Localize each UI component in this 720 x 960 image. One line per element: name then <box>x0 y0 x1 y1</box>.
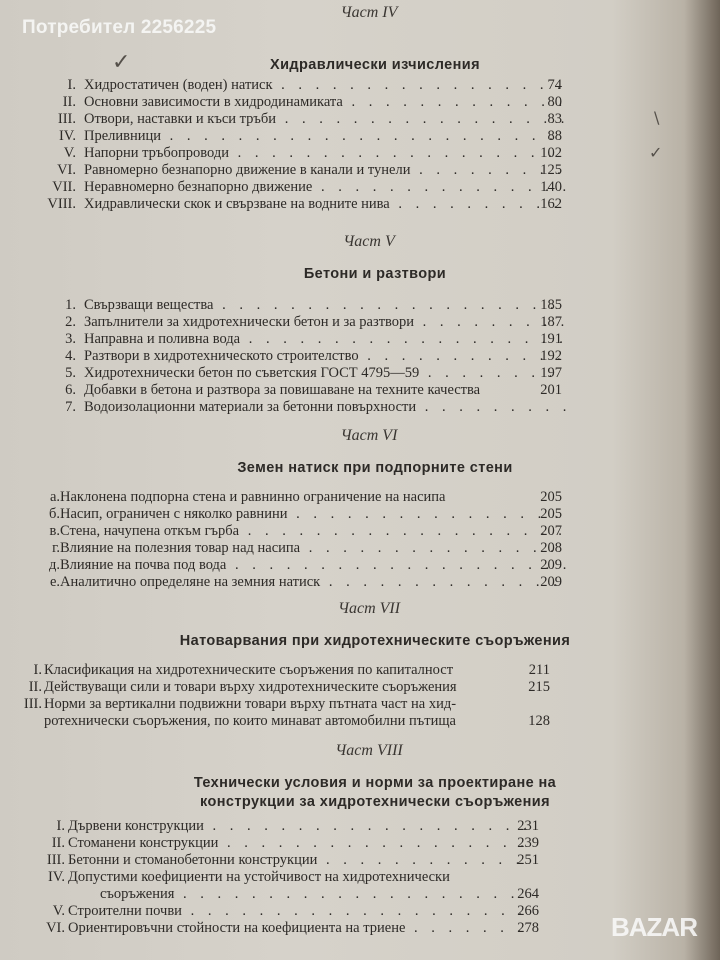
entry-page: 264 <box>517 886 539 902</box>
entry-number: е. <box>49 574 60 590</box>
entry-page: 83 <box>547 111 562 127</box>
toc-entry[interactable] <box>0 852 720 869</box>
part-iv-toc <box>0 77 720 213</box>
entry-title: Строителни почви . . . <box>68 903 528 920</box>
entry-title: Действуващи сили и товари върху хидротехническите съоръжения <box>44 679 457 695</box>
entry-number: б. <box>48 506 60 522</box>
toc-entry[interactable] <box>0 506 720 523</box>
toc-entry[interactable] <box>0 314 720 331</box>
entry-page: 239 <box>517 835 539 851</box>
entry-title: ротехнически съоръжения, по които минават автомобилни пътища <box>44 713 456 729</box>
entry-title: Бетонни и стоманобетонни конструкции . . . <box>68 852 528 869</box>
entry-number: I. <box>67 77 76 93</box>
toc-entry[interactable] <box>0 94 720 111</box>
entry-title: Запълнители за хидротехнически бетон и за разтвори . . . <box>84 314 566 331</box>
entry-page: 209 <box>540 557 562 573</box>
entry-number: VI. <box>57 162 76 178</box>
entry-title: Класификация на хидротехническите съоръжения по капиталност <box>44 662 454 678</box>
entry-number: в. <box>49 523 60 539</box>
toc-entry[interactable] <box>0 540 720 557</box>
toc-entry[interactable] <box>0 348 720 365</box>
part-viii-title-line2: конструкции за хидротехнически съоръжения <box>200 794 550 810</box>
part-iv-title: Хидравлически изчисления <box>270 57 480 73</box>
entry-title: Равномерно безнапорно движение в канали и тунели . . . <box>84 162 566 179</box>
toc-entry[interactable] <box>0 365 720 382</box>
entry-page: 187 <box>540 314 562 330</box>
toc-entry[interactable] <box>0 145 720 162</box>
toc-entry[interactable] <box>0 662 720 679</box>
part-viii-label: Част VIII <box>335 742 403 759</box>
toc-entry[interactable] <box>0 557 720 574</box>
entry-title: Основни зависимости в хидродинамиката . . . <box>84 94 566 111</box>
entry-title: Стена, начупена откъм гърба . . . <box>60 523 566 540</box>
pencil-tick-icon: \ <box>654 108 660 127</box>
entry-title: Отвори, наставки и къси тръби . . . <box>84 111 566 128</box>
toc-entry[interactable] <box>0 574 720 591</box>
part-vii-label: Част VII <box>337 600 401 617</box>
toc-entry[interactable] <box>0 835 720 852</box>
entry-number: а. <box>49 489 60 505</box>
entry-number: V. <box>63 145 76 161</box>
entry-page: 125 <box>540 162 562 178</box>
entry-title: Насип, ограничен с няколко равнини . . . <box>60 506 566 523</box>
entry-page: 205 <box>540 489 562 505</box>
entry-title: Разтвори в хидротехническото строителство . . . <box>84 348 566 365</box>
entry-number: 5. <box>65 365 76 381</box>
entry-title: Свързващи вещества . . . <box>84 297 566 314</box>
toc-entry[interactable] <box>0 523 720 540</box>
toc-entry[interactable] <box>0 179 720 196</box>
entry-page: 191 <box>540 331 562 347</box>
entry-page: 207 <box>540 523 562 539</box>
entry-number: I. <box>56 818 65 834</box>
entry-number: II. <box>51 835 65 851</box>
entry-page: 197 <box>540 365 562 381</box>
part-vii-title: Натоварвания при хидротехническите съоръжения <box>179 633 571 649</box>
part-viii-title-line1: Технически условия и норми за проектиране на <box>193 775 557 791</box>
part-iv-label: Част IV <box>340 4 398 21</box>
toc-entry[interactable] <box>0 818 720 835</box>
toc-entry[interactable] <box>0 382 720 399</box>
entry-title: Допустими коефициенти на устойчивост на хидротехнически <box>68 869 450 885</box>
entry-number: III. <box>46 852 65 868</box>
toc-entry-continued[interactable] <box>0 886 720 903</box>
entry-number: VII. <box>52 179 76 195</box>
toc-entry[interactable] <box>0 869 720 886</box>
entry-number: 4. <box>65 348 76 364</box>
entry-number: II. <box>28 679 42 695</box>
toc-entry[interactable] <box>0 162 720 179</box>
entry-title: Напорни тръбопроводи . . . <box>84 145 566 162</box>
toc-entry[interactable] <box>0 77 720 94</box>
user-watermark: Потребител 2256225 <box>22 17 217 38</box>
entry-title: Преливници . . . <box>84 128 566 145</box>
entry-number: 2. <box>65 314 76 330</box>
entry-number: 3. <box>65 331 76 347</box>
entry-page: 88 <box>547 128 562 144</box>
part-vi-title: Земен натиск при подпорните стени <box>237 460 513 476</box>
entry-title: Добавки в бетона и разтвора за повишаване на техните качества <box>84 382 481 398</box>
entry-title: Влияние на полезния товар над насипа . . . <box>60 540 566 557</box>
toc-entry[interactable] <box>0 696 720 713</box>
part-v-label: Част V <box>343 233 395 250</box>
entry-number: VIII. <box>47 196 76 212</box>
entry-page: 251 <box>517 852 539 868</box>
entry-title: Аналитично определяне на земния натиск . . . <box>60 574 566 591</box>
entry-title: съоръжения . . . <box>68 886 528 903</box>
part-vii-toc <box>0 662 720 730</box>
entry-title: Хидротехнически бетон по съветския ГОСТ 4795—59 . . . <box>84 365 566 382</box>
entry-title: Направна и поливна вода . . . <box>84 331 566 348</box>
bazar-logo: BAZAR <box>611 912 697 942</box>
toc-entry[interactable] <box>0 399 720 416</box>
part-vi-label: Част VI <box>340 427 398 444</box>
entry-number: I. <box>33 662 42 678</box>
part-vi-toc <box>0 489 720 591</box>
toc-entry[interactable] <box>0 331 720 348</box>
entry-page: 231 <box>517 818 539 834</box>
toc-entry[interactable] <box>0 196 720 213</box>
toc-entry[interactable] <box>0 111 720 128</box>
entry-title: Дървени конструкции . . . <box>68 818 528 835</box>
entry-page: 185 <box>540 297 562 313</box>
entry-page: 140 <box>540 179 562 195</box>
entry-number: 6. <box>65 382 76 398</box>
entry-number: д. <box>48 557 60 573</box>
entry-number: VI. <box>46 920 65 936</box>
entry-page: 278 <box>517 920 539 936</box>
entry-page: 80 <box>547 94 562 110</box>
entry-page: 192 <box>540 348 562 364</box>
entry-page: 128 <box>528 713 550 729</box>
entry-number: II. <box>62 94 76 110</box>
entry-title: Влияние на почва под вода . . . <box>60 557 566 574</box>
entry-page: 215 <box>528 679 550 695</box>
entry-number: IV. <box>58 128 76 144</box>
entry-page: 201 <box>540 382 562 398</box>
entry-page: 266 <box>517 903 539 919</box>
entry-number: 7. <box>65 399 76 415</box>
entry-number: III. <box>23 696 42 712</box>
entry-page: 208 <box>540 540 562 556</box>
toc-entry-continued[interactable] <box>0 713 720 730</box>
entry-title: Водоизолационни материали за бетонни повърхности . . . <box>84 399 566 416</box>
entry-title: Норми за вертикални подвижни товари върху пътната част на хид- <box>44 696 457 712</box>
entry-number: 1. <box>65 297 76 313</box>
pencil-check-icon: ✓ <box>649 143 663 162</box>
entry-page: 211 <box>528 662 550 678</box>
entry-number: г. <box>52 540 60 556</box>
entry-page: 102 <box>540 145 562 161</box>
toc-entry[interactable] <box>0 679 720 696</box>
entry-title: Хидростатичен (воден) натиск . . . <box>84 77 566 94</box>
entry-number: IV. <box>47 869 65 885</box>
entry-title: Неравномерно безнапорно движение . . . <box>84 179 566 196</box>
entry-title: Наклонена подпорна стена и равнинно ограничение на насипа <box>60 489 446 505</box>
toc-entry[interactable] <box>0 297 720 314</box>
part-v-toc <box>0 297 720 416</box>
entry-number: III. <box>57 111 76 127</box>
entry-page: 205 <box>540 506 562 522</box>
pencil-check-icon: ✓ <box>112 50 131 75</box>
entry-title: Ориентировъчни стойности на коефициента на триене . . . <box>68 920 528 937</box>
entry-page: 209 <box>540 574 562 590</box>
entry-page: 162 <box>540 196 562 212</box>
toc-entry[interactable] <box>0 128 720 145</box>
part-v-title: Бетони и разтвори <box>303 266 447 282</box>
entry-number: V. <box>52 903 65 919</box>
entry-page: 74 <box>547 77 562 93</box>
entry-title: Стоманени конструкции . . . <box>68 835 528 852</box>
toc-entry[interactable] <box>0 489 720 506</box>
entry-title: Хидравлически скок и свързване на водните нива . . . <box>84 196 566 213</box>
